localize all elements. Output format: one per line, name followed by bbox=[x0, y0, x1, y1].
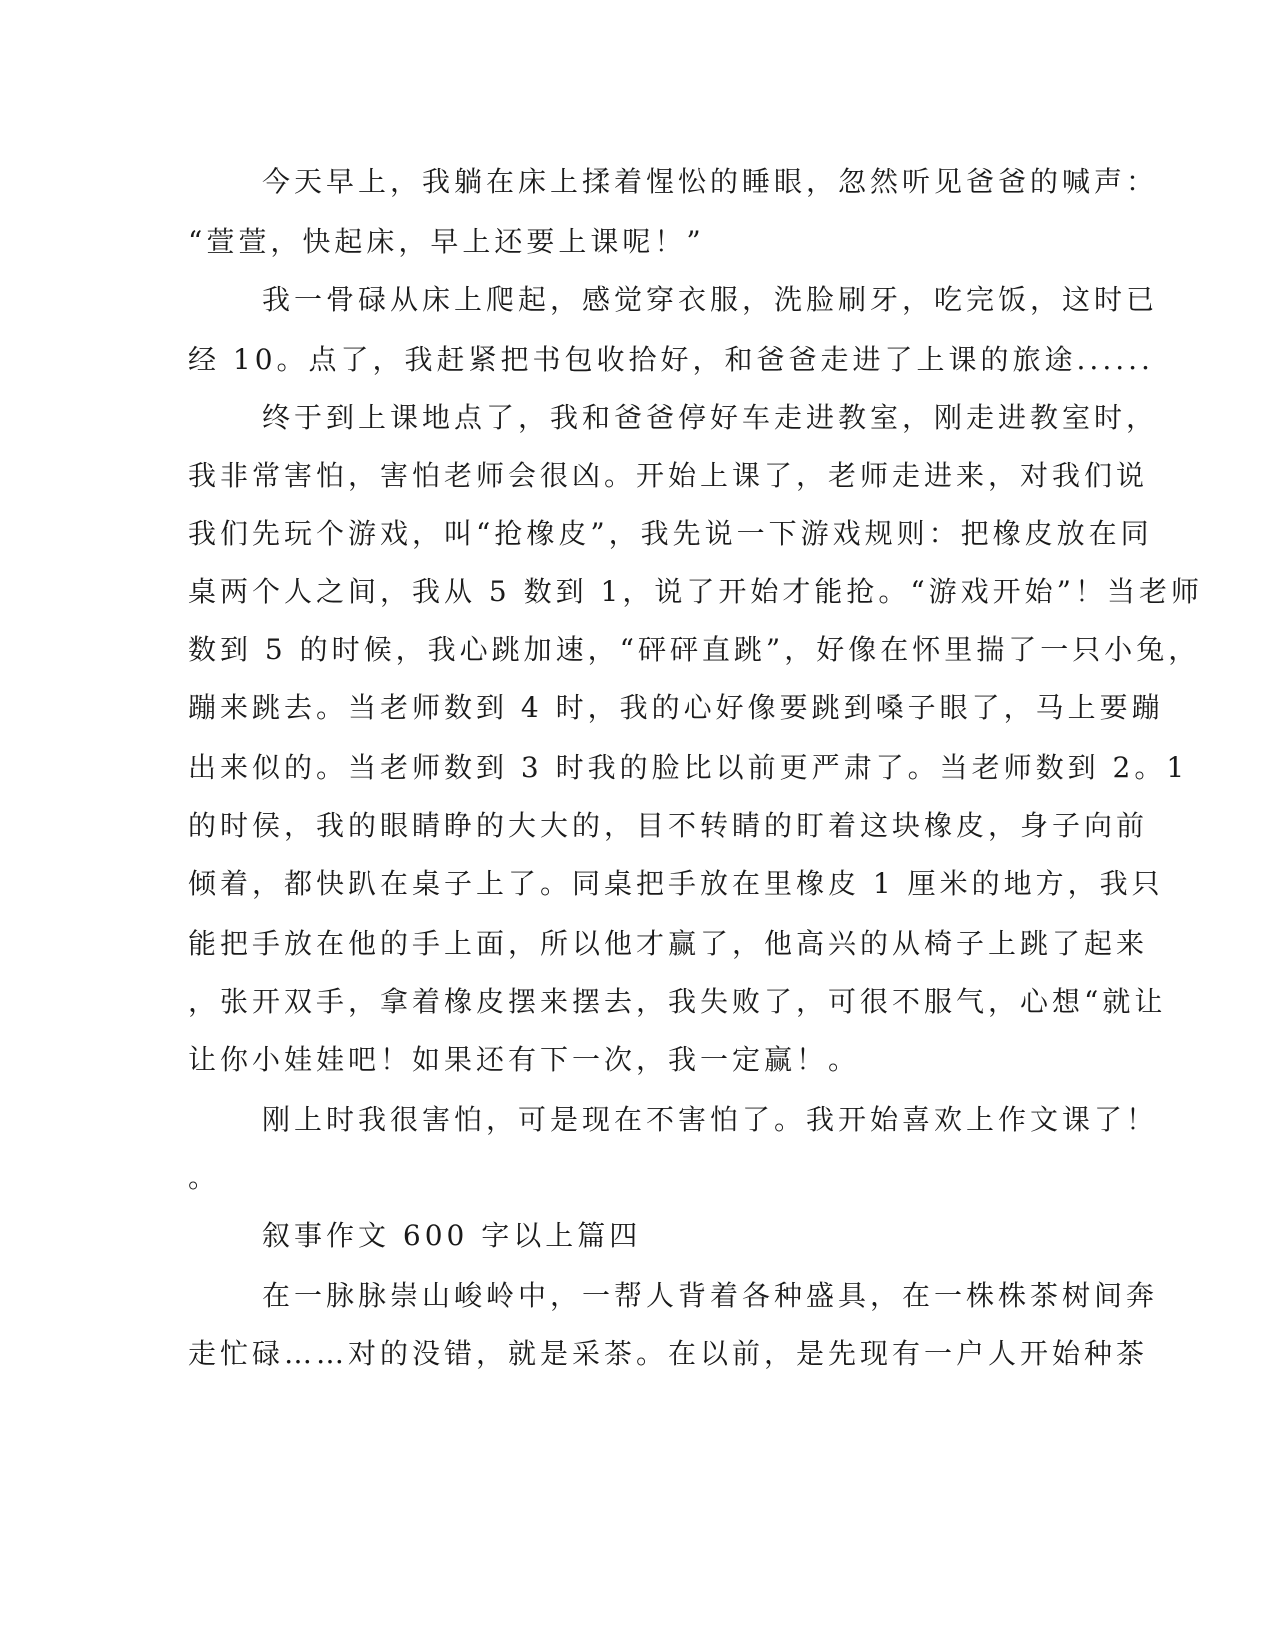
paragraph-line: 终于到上课地点了，我和爸爸停好车走进教室，刚走进教室时， bbox=[262, 401, 1159, 434]
paragraph-line: 今天早上，我躺在床上揉着惺忪的睡眼，忽然听见爸爸的喊声： bbox=[262, 165, 1159, 198]
paragraph-line: 我们先玩个游戏，叫“抢橡皮”，我先说一下游戏规则：把橡皮放在同 bbox=[188, 517, 1153, 550]
paragraph-line: 在一脉脉崇山峻岭中，一帮人背着各种盛具，在一株株茶树间奔 bbox=[262, 1279, 1159, 1312]
paragraph-line: 我非常害怕，害怕老师会很凶。开始上课了，老师走进来，对我们说 bbox=[188, 459, 1149, 492]
paragraph-line: 经 10。点了，我赶紧把书包收拾好，和爸爸走进了上课的旅途...... bbox=[188, 343, 1154, 376]
paragraph-line: 倾着，都快趴在桌子上了。同桌把手放在里橡皮 1 厘米的地方，我只 bbox=[188, 867, 1164, 900]
paragraph-line: 的时侯，我的眼睛睁的大大的，目不转睛的盯着这块橡皮，身子向前 bbox=[188, 809, 1149, 842]
paragraph-line: 让你小娃娃吧！如果还有下一次，我一定赢！。 bbox=[188, 1043, 861, 1076]
paragraph-line: 我一骨碌从床上爬起，感觉穿衣服，洗脸刷牙，吃完饭，这时已 bbox=[262, 283, 1159, 316]
paragraph-line: 刚上时我很害怕，可是现在不害怕了。我开始喜欢上作文课了！ bbox=[262, 1103, 1159, 1136]
paragraph-line: 能把手放在他的手上面，所以他才赢了，他高兴的从椅子上跳了起来 bbox=[188, 927, 1149, 960]
paragraph-line: 走忙碌……对的没错，就是采茶。在以前，是先现有一户人开始种茶 bbox=[188, 1337, 1149, 1370]
paragraph-line: 蹦来跳去。当老师数到 4 时，我的心好像要跳到嗓子眼了，马上要蹦 bbox=[188, 691, 1164, 724]
paragraph-line: 出来似的。当老师数到 3 时我的脸比以前更严肃了。当老师数到 2。1 bbox=[188, 751, 1189, 784]
paragraph-line: 数到 5 的时候，我心跳加速，“砰砰直跳”，好像在怀里揣了一只小兔， bbox=[188, 633, 1201, 666]
paragraph-line: ，张开双手，拿着橡皮摆来摆去，我失败了，可很不服气，心想“就让 bbox=[188, 985, 1167, 1018]
paragraph-line: “萱萱，快起床，早上还要上课呢！” bbox=[188, 225, 705, 258]
paragraph-line: 桌两个人之间，我从 5 数到 1，说了开始才能抢。“游戏开始”！当老师 bbox=[188, 575, 1203, 608]
paragraph-line: 。 bbox=[188, 1161, 221, 1194]
section-heading: 叙事作文 600 字以上篇四 bbox=[262, 1219, 642, 1252]
